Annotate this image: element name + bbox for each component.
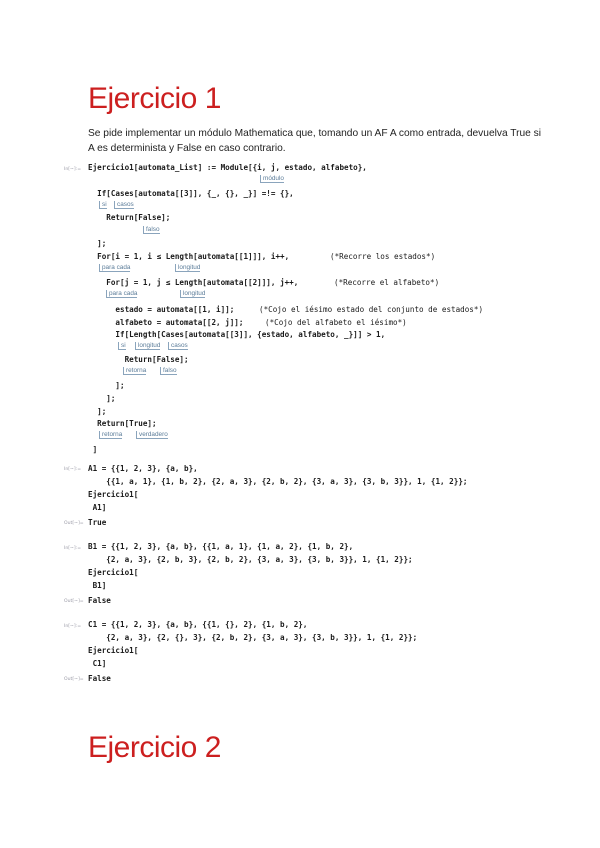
tag-si: si: [118, 342, 126, 350]
tag-longitud: longitud: [175, 264, 200, 272]
output-value: False: [88, 596, 111, 605]
section-title-ejercicio-2: Ejercicio 2: [88, 731, 221, 764]
tag-retorna: retorna: [123, 367, 146, 375]
code-line: B1 = {{1, 2, 3}, {a, b}, {{1, a, 1}, {1, a, 2}, {1, b, 2},: [88, 542, 354, 551]
tag-si: si: [99, 201, 107, 209]
output-value: False: [88, 674, 111, 683]
output-label: Out[~]=: [64, 677, 84, 682]
tag-longitud: longitud: [180, 290, 205, 298]
code-comment: (*Recorre los estados*): [330, 252, 436, 261]
code-line: {2, a, 3}, {2, {}, 3}, {2, b, 2}, {3, a, 3}, {3, b, 3}}, 1, {1, 2}};: [88, 633, 418, 642]
code-line: If[Cases[automata[[3]], {_, {}, _}] =!= {},: [88, 189, 294, 198]
code-line: Ejercicio1[: [88, 568, 139, 577]
tag-falso: falso: [160, 367, 177, 375]
code-line: ];: [88, 239, 107, 248]
output-value: True: [88, 518, 107, 527]
code-line: {{1, a, 1}, {1, b, 2}, {2, a, 3}, {2, b, 2}, {3, a, 3}, {3, b, 3}}, 1, {1, 2}};: [88, 477, 468, 486]
code-line: For[j = 1, j ≤ Length[automata[[2]]], j++,: [88, 278, 303, 287]
code-line: alfabeto = automata[[2, j]];: [88, 318, 249, 327]
code-line: Return[False];: [88, 355, 189, 364]
tag-retorna: retorna: [99, 431, 122, 439]
code-comment: (*Recorre el alfabeto*): [334, 278, 440, 287]
code-line: Ejercicio1[: [88, 490, 139, 499]
code-comment: (*Cojo del alfabeto el iésimo*): [265, 318, 407, 327]
tag-casos: casos: [114, 201, 134, 209]
code-line: A1]: [88, 503, 107, 512]
tag-longitud: longitud: [135, 342, 160, 350]
code-line: C1]: [88, 659, 107, 668]
code-line: {2, a, 3}, {2, b, 3}, {2, b, 2}, {3, a, 3}, {3, b, 3}}, 1, {1, 2}};: [88, 555, 413, 564]
code-line: Ejercicio1[: [88, 646, 139, 655]
input-label: In[~]:=: [64, 624, 82, 629]
code-comment: (*Cojo el iésimo estado del conjunto de estados*): [259, 305, 484, 314]
input-label: In[~]:=: [64, 467, 82, 472]
input-label: In[~]:=: [64, 546, 82, 551]
code-line: B1]: [88, 581, 107, 590]
code-line: ];: [88, 381, 125, 390]
output-label: Out[~]=: [64, 599, 84, 604]
code-line: ];: [88, 394, 116, 403]
input-label: In[~]:=: [64, 167, 82, 172]
tag-para-cada: para cada: [106, 290, 137, 298]
code-line: Ejercicio1[automata_List] := Module[{i, j, estado, alfabeto},: [88, 163, 367, 172]
exercise-description: Se pide implementar un módulo Mathematica que, tomando un AF A como entrada, devuelva True si A es determinista y False en caso contrario.: [88, 128, 542, 154]
code-line: If[Length[Cases[automata[[3]], {estado, alfabeto, _}]] > 1,: [88, 330, 386, 339]
output-label: Out[~]=: [64, 521, 84, 526]
section-title-ejercicio-1: Ejercicio 1: [88, 82, 221, 115]
tag-modulo: módulo: [260, 175, 284, 183]
code-line: Return[False];: [88, 213, 171, 222]
code-line: C1 = {{1, 2, 3}, {a, b}, {{1, {}, 2}, {1, b, 2},: [88, 620, 308, 629]
code-line: A1 = {{1, 2, 3}, {a, b},: [88, 464, 198, 473]
code-line: ];: [88, 407, 107, 416]
tag-casos: casos: [168, 342, 188, 350]
tag-para-cada: para cada: [99, 264, 130, 272]
tag-verdadero: verdadero: [136, 431, 168, 439]
code-line: ]: [88, 445, 98, 454]
code-line: For[i = 1, i ≤ Length[automata[[1]]], i++,: [88, 252, 294, 261]
code-line: Return[True];: [88, 419, 157, 428]
code-line: estado = automata[[1, i]];: [88, 305, 239, 314]
tag-falso: falso: [143, 226, 160, 234]
